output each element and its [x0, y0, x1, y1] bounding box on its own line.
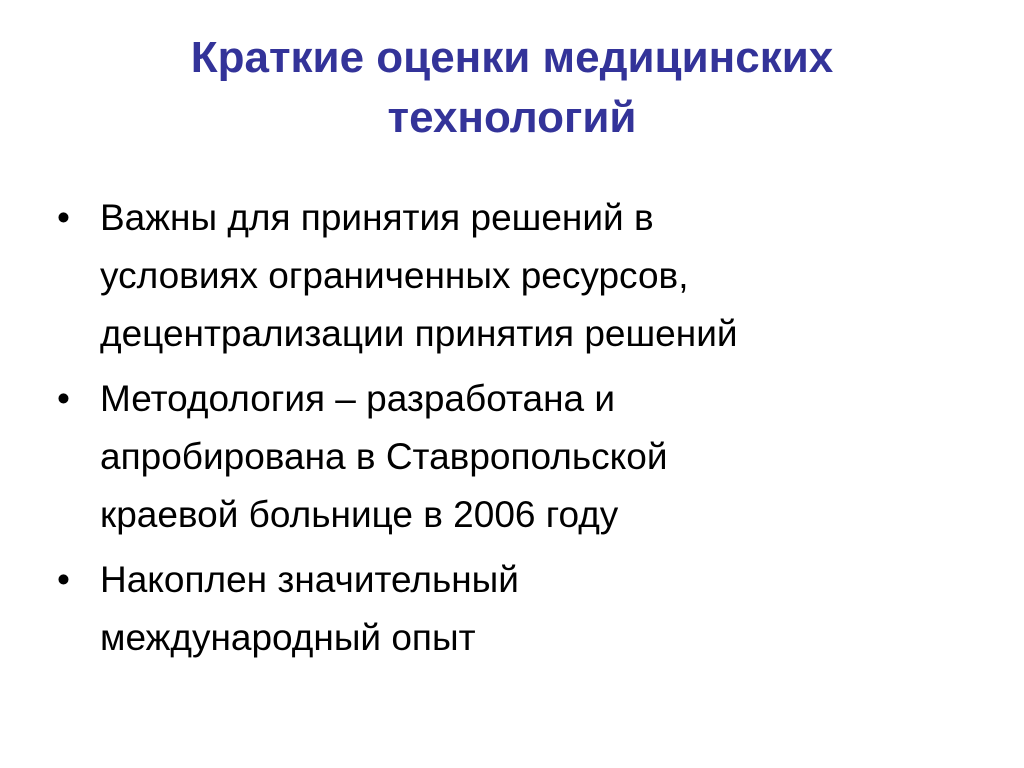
bullet-item-methodology [57, 370, 957, 544]
bullet-text-line: Важны для принятия решений в [100, 197, 654, 238]
bullet-text-line: международный опыт [100, 617, 476, 658]
slide-title-line-1: Краткие оценки медицинских [190, 33, 834, 82]
bullet-text-line: децентрализации принятия решений [100, 313, 738, 354]
slide-title [0, 28, 1024, 148]
bullet-icon: • [57, 559, 70, 600]
bullet-text-line: апробирована в Ставропольской [100, 436, 668, 477]
bullet-item-international-experience [57, 551, 957, 667]
bullet-text-line: Методология – разработана и [100, 378, 616, 419]
bullet-text-line: Накоплен значительный [100, 559, 519, 600]
bullet-list [57, 189, 957, 674]
slide-title-line-2: технологий [387, 93, 637, 142]
bullet-text-line: условиях ограниченных ресурсов, [100, 255, 689, 296]
bullet-text-line: краевой больнице в 2006 году [100, 494, 619, 535]
bullet-item-decision-making [57, 189, 957, 363]
bullet-icon: • [57, 197, 70, 238]
bullet-icon: • [57, 378, 70, 419]
